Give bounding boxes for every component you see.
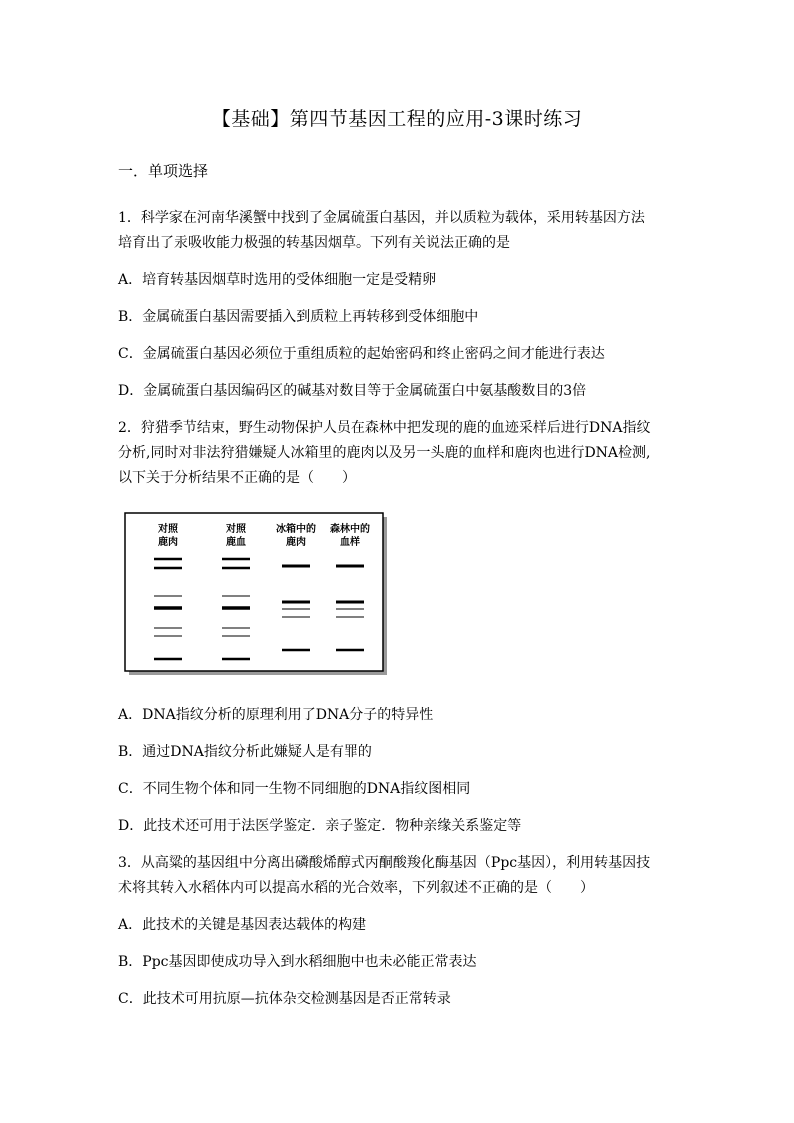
lane1-label-line2: 鹿肉	[158, 537, 178, 548]
dna-fingerprint-diagram	[124, 512, 390, 678]
q2-stem-line3: 以下关于分析结果不正确的是（ ）	[118, 470, 356, 486]
lane3-label-line2: 鹿肉	[286, 537, 306, 548]
lane2-label-line1: 对照	[226, 524, 246, 535]
q1-option-b: B．金属硫蛋白基因需要插入到质粒上再转移到受体细胞中	[118, 309, 479, 325]
section-heading: 一．单项选择	[118, 162, 209, 180]
q2-stem-line2: 分析,同时对非法狩猎嫌疑人冰箱里的鹿肉以及另一头鹿的血样和鹿肉也进行DNA检测,	[118, 445, 651, 461]
q3-stem-line2: 术将其转入水稻体内可以提高水稻的光合效率，下列叙述不正确的是（ ）	[118, 880, 594, 896]
q3-stem-line1: 3．从高粱的基因组中分离出磷酸烯醇式丙酮酸羧化酶基因（Ppc基因），利用转基因技	[118, 855, 651, 871]
q3-option-c: C．此技术可用抗原—抗体杂交检测基因是否正常转录	[118, 991, 451, 1007]
q1-option-c: C．金属硫蛋白基因必须位于重组质粒的起始密码和终止密码之间才能进行表达	[118, 346, 605, 362]
q2-option-b: B．通过DNA指纹分析此嫌疑人是有罪的	[118, 744, 372, 760]
lane2-label-line2: 鹿血	[226, 537, 246, 548]
q3-option-b: B．Ppc基因即使成功导入到水稻细胞中也未必能正常表达	[118, 954, 477, 970]
lane3-label-line1: 冰箱中的	[276, 524, 316, 535]
lane1-label-line1: 对照	[158, 524, 178, 535]
q2-option-a: A．DNA指纹分析的原理利用了DNA分子的特异性	[118, 707, 434, 723]
q1-stem-line2: 培育出了汞吸收能力极强的转基因烟草。下列有关说法正确的是	[118, 235, 510, 251]
q3-option-a: A．此技术的关键是基因表达载体的构建	[118, 917, 367, 933]
q2-option-d: D．此技术还可用于法医学鉴定．亲子鉴定．物种亲缘关系鉴定等	[118, 818, 522, 834]
q2-option-c: C．不同生物个体和同一生物不同细胞的DNA指纹图相同	[118, 781, 471, 797]
q2-stem-line1: 2．狩猎季节结束，野生动物保护人员在森林中把发现的鹿的血迹采样后进行DNA指纹	[118, 420, 651, 436]
q1-option-d: D．金属硫蛋白基因编码区的碱基对数目等于金属硫蛋白中氨基酸数目的3倍	[118, 383, 587, 399]
lane4-label-line2: 血样	[340, 537, 360, 548]
page-title: 【基础】第四节基因工程的应用-3课时练习	[211, 108, 583, 130]
dna-fingerprint-figure	[124, 512, 390, 678]
lane4-label-line1: 森林中的	[330, 524, 370, 535]
q1-stem-line1: 1．科学家在河南华溪蟹中找到了金属硫蛋白基因，并以质粒为载体，采用转基因方法	[118, 210, 645, 226]
q1-option-a: A．培育转基因烟草时选用的受体细胞一定是受精卵	[118, 272, 437, 288]
